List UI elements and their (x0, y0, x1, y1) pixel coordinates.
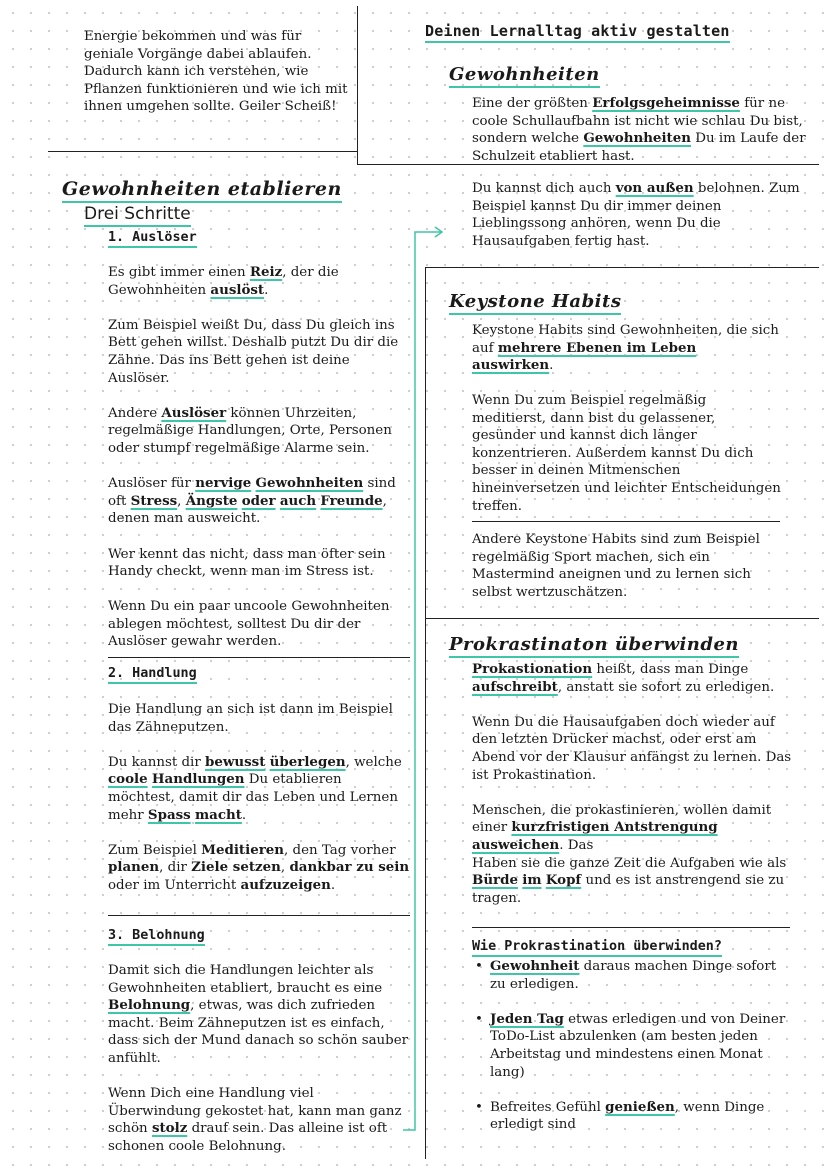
keystone-divider (472, 521, 780, 522)
page-title: Deinen Lernalltag aktiv gestalten (425, 22, 730, 40)
keystone-p2: Wenn Du zum Beispiel regelmäßig meditierst, dann bist du gelassener, gesünder und kannst dich länger konzentrieren. Außerdem kannst Du dich besser in deinen Mitmenschen hineinversetzen und leichter Entscheidungen treffen. (472, 393, 781, 514)
step-2-body: Die Handlung an sich ist dann im Beispiel das Zähneputzen. Du kannst dir bewusst überlegen, welche coole Handlungen Du etablieren möchtest, damit dir das Leben und Lernen mehr Spass macht. Zum Beispiel Meditieren, den Tag vorher planen, dir Ziele setzen, dankbar zu sein oder im Unterricht aufzuzeigen. (108, 702, 410, 893)
step-2-heading: 2. Handlung (108, 666, 197, 681)
gewohnheiten-p2: Du kannst dich auch von außen belohnen. Zum Beispiel kannst Du dir immer deinen Lieblingssong anhören, wenn Du die Hausaufgaben fertig hast. (472, 180, 800, 249)
prok-subheading: Wie Prokrastination überwinden? (472, 939, 722, 954)
keystone-p3: Andere Keystone Habits sind zum Beispiel regelmäßig Sport machen, sich ein Mastermind aneignen und zu lernen sich selbst wertzuschätzen. (472, 532, 760, 600)
keystone-p1: Keystone Habits sind Gewohnheiten, die sich auf mehrere Ebenen im Leben auswirken. (472, 323, 779, 374)
prok-heading: Prokrastinaton überwinden (449, 634, 739, 655)
etablieren-subheading: Drei Schritte (84, 204, 191, 224)
etablieren-heading: Gewohnheiten etablieren (62, 178, 342, 200)
gewohnheiten-p1: Eine der größten Erfolgsgeheimnisse für ne coole Schullaufbahn ist nicht wie schlau Du bist, sondern welche Gewohnheiten Du im Laufe der Schulzeit etabliert hast. (472, 95, 806, 164)
prok-bullet-1: • Gewohnheit daraus machen Dinge sofort zu erledigen. (472, 958, 792, 993)
frame-line-top-center (357, 6, 358, 165)
prok-body: Prokastionation heißt, dass man Dinge aufschreibt, anstatt sie sofort zu erledigen. Wenn Du die Hausaufgaben doch wieder auf den letzten Drücker machst, oder erst am Abend vor der Klausur anfängst zu lernen. Das ist Prokastination. Menschen, die prokastinieren, wollen damit einer kurzfristigen Antstrengung ausweichen. Das Haben sie die ganze Zeit die Aufgaben wie als Bürde im Kopf und es ist anstrengend sie zu tragen. (472, 661, 792, 906)
step-3-heading: 3. Belohnung (108, 928, 205, 943)
frame-line-intro-bottom (48, 151, 358, 152)
intro-text: Energie bekommen und was für geniale Vorgänge dabei ablaufen. Dadurch kann ich verstehen, wie Pflanzen funktionieren und wie ich mit ihnen umgehen sollte. Geiler Scheiß! (84, 29, 348, 115)
frame-line-keystone-top (425, 267, 819, 268)
frame-line-prok-top (425, 618, 819, 619)
prok-bullet-2: • Jeden Tag etwas erledigen und von Deiner ToDo-List abzulenken (am besten jeden Arbeitstag und mindestens einen Monat lang) (472, 1011, 792, 1081)
prok-bullets (472, 958, 792, 1134)
prok-bullet-3: • Befreites Gefühl genießen, wenn Dinge erledigt sind (472, 1099, 792, 1134)
prok-divider (472, 927, 790, 928)
step-1-divider (108, 657, 410, 658)
gewohnheiten-heading: Gewohnheiten (449, 64, 600, 85)
step-1-heading: 1. Auslöser (108, 230, 197, 245)
keystone-heading: Keystone Habits (449, 291, 621, 312)
step-3-body: Damit sich die Handlungen leichter als Gewohnheiten etabliert, braucht es eine Belohnung, etwas, was dich zufrieden macht. Beim Zähneputzen ist es einfach, dass sich der Mund danach so schön sauber anfühlt. Wenn Dich eine Handlung viel Überwindung gekostet hat, kann man ganz schön stolz drauf sein. Das alleine ist oft schonen coole Belohnung. (108, 963, 409, 1154)
step-1-body: Es gibt immer einen Reiz, der die Gewohnheiten auslöst. Zum Beispiel weißt Du, dass Du gleich ins Bett gehen willst. Deshalb putzt Du dir die Zähne. Das ins Bett gehen ist deine Auslöser. Andere Auslöser können Uhrzeiten, regelmäßige Handlungen, Orte, Personen oder stumpf regelmäßige Alarme sein. Auslöser für nervige Gewohnheiten sind oft Stress, Ängste oder auch Freunde, denen man ausweicht. Wer kennt das nicht, dass man öfter sein Handy checkt, wenn man im Stress ist. Wenn Du ein paar uncoole Gewohnheiten ablegen möchtest, solltest Du dir der Auslöser gewahr werden. (108, 264, 399, 650)
step-2-divider (108, 915, 410, 916)
